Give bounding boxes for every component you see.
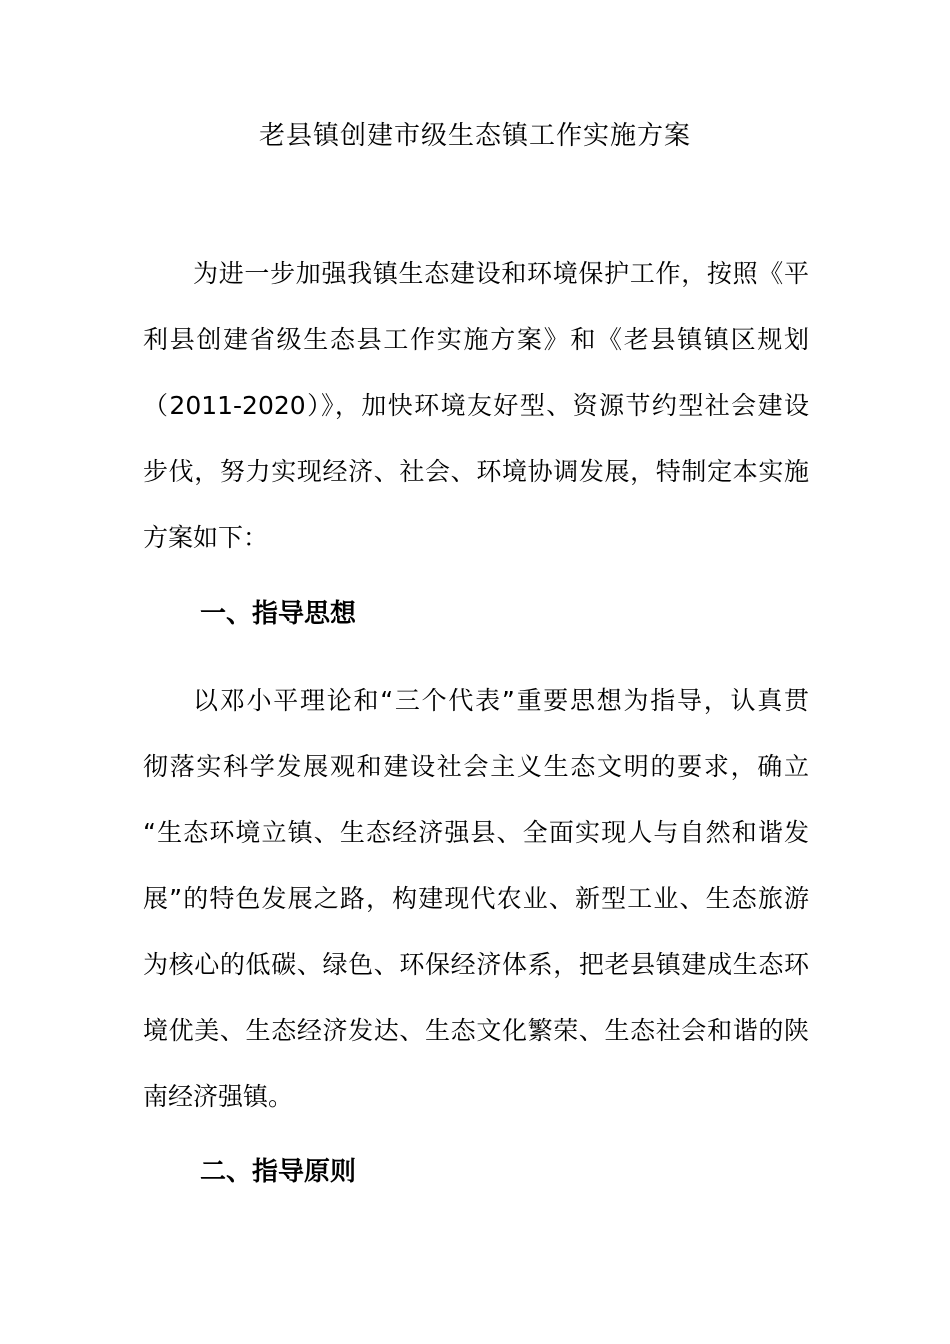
- intro-line: 步伐，努力实现经济、社会、环境协调发展，特制定本实施: [143, 457, 809, 486]
- paragraph-line: 以邓小平理论和“三个代表”重要思想为指导，认真贯: [193, 686, 809, 715]
- document-title: 老县镇创建市级生态镇工作实施方案: [258, 121, 691, 151]
- paragraph-line: “生态环境立镇、生态经济强县、全面实现人与自然和谐发: [143, 818, 809, 847]
- paragraph-line: 展”的特色发展之路，构建现代农业、新型工业、生态旅游: [143, 884, 809, 913]
- paragraph-line: 为核心的低碳、绿色、环保经济体系，把老县镇建成生态环: [143, 950, 809, 979]
- intro-paragraph: [143, 241, 809, 571]
- intro-line: 利县创建省级生态县工作实施方案》和《老县镇镇区规划: [143, 325, 809, 354]
- intro-line: 方案如下：: [143, 523, 269, 552]
- intro-line: 为进一步加强我镇生态建设和环境保护工作，按照《平: [193, 259, 809, 288]
- section-heading-guiding-principles: 二、指导原则: [200, 1157, 357, 1187]
- section-heading-guiding-ideology: 一、指导思想: [200, 599, 357, 629]
- paragraph-line: 南经济强镇。: [143, 1082, 294, 1111]
- intro-line: （2011-2020）》，加快环境友好型、资源节约型社会建设: [143, 391, 809, 420]
- guiding-ideology-paragraph: [143, 668, 809, 1130]
- paragraph-line: 彻落实科学发展观和建设社会主义生态文明的要求，确立: [143, 752, 809, 781]
- paragraph-line: 境优美、生态经济发达、生态文化繁荣、生态社会和谐的陕: [143, 1016, 809, 1045]
